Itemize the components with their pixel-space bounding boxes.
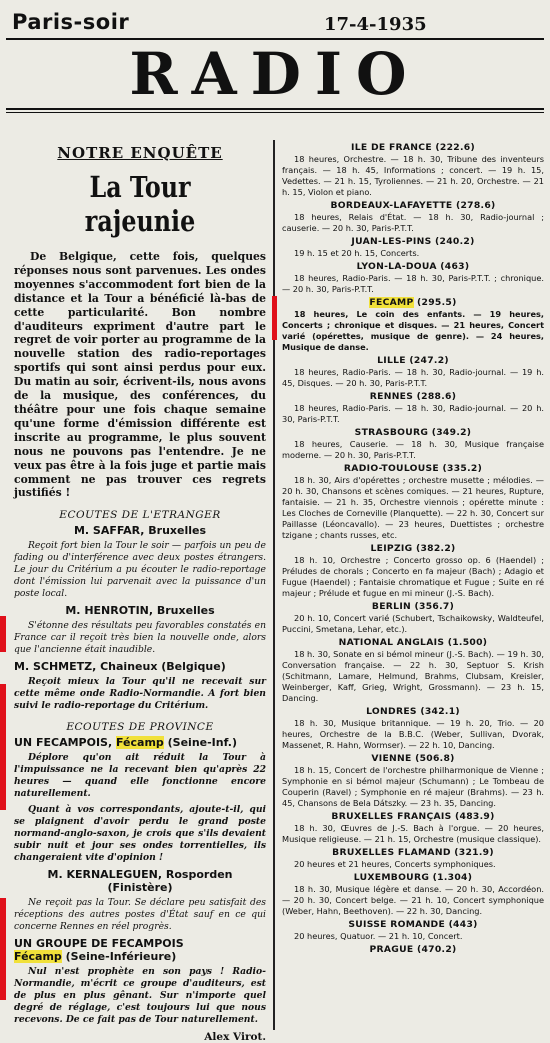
station-program: 20 heures et 21 heures, Concerts symphoniques.: [294, 859, 496, 869]
letter-text: Reçoit mieux la Tour qu'il ne recevait sur cette même onde Radio-Normandie. A fort bien suivi le radio-reportage du Critérium.: [14, 676, 266, 712]
letter-text: Déplore qu'on ait réduit la Tour à l'impuissance ne la recevant bien qu'après 22 heures — quand elle fonctionne encore naturellement.: [14, 752, 266, 800]
annotation-bar: [0, 616, 6, 652]
section-heading-abroad: ECOUTES DE L'ETRANGER: [59, 509, 221, 522]
highlight-fecamp: FECAMP: [369, 297, 414, 308]
letter-text: Nul n'est prophète en son pays ! Radio-Normandie, m'écrit ce groupe d'auditeurs, est de plus en plus gênant. Sur n'importe quel degré de réglage, c'est toujours lui que nous recevons. De ce fait pas de Tour naturellement.: [14, 966, 266, 1026]
letter-text: Quant à vos correspondants, ajoute-t-il, qui se plaignent d'avoir perdu le grand poste normand-anglo-saxon, je crois que s'ils devaient subir nuit et jour ses ondes torrentielles, ils changeraient vite d'opinion !: [14, 804, 266, 864]
station-program: 18 h. 15, Concert de l'orchestre philharmonique de Vienne ; Symphonie en si bémol majeur (Schumann) ; Le Tombeau de Couperin (Ravel) ; Symphonie en ré majeur (Brahms). — 23 h. 45, Chansons de Bela Dátszky. — 23 h. 35, Dancing.: [282, 765, 544, 808]
station-name: SUISSE ROMANDE (443): [348, 919, 478, 930]
station-program: 20 h. 10, Concert varié (Schubert, Tschaikowsky, Waldteufel, Puccini, Smetana, Lehar, etc.).: [282, 613, 544, 634]
author-region: (Seine-Inférieure): [65, 950, 177, 964]
letter-text: Ne reçoit pas la Tour. Se déclare peu satisfait des réceptions des autres postes d'État sauf en ce qui concerne Rennes en réel progrès.: [14, 897, 266, 933]
station-name: RADIO-TOULOUSE (335.2): [343, 463, 483, 474]
station-name: RENNES (288.6): [369, 391, 457, 402]
station-name: LUXEMBOURG (1.304): [353, 872, 473, 883]
letter-author: UN GROUPE DE FECAMPOIS: [14, 937, 184, 951]
annotation-bar: [0, 684, 6, 810]
station-name: [282, 297, 544, 308]
section-banner: RADIO: [129, 40, 421, 108]
station-name: STRASBOURG (349.2): [354, 427, 472, 438]
article-kicker: NOTRE ENQUÊTE: [57, 144, 223, 162]
banner-rule-top: [6, 108, 544, 110]
station-name: VIENNE (506.8): [371, 753, 455, 764]
letter-author-region: [14, 950, 266, 963]
station-program: 18 heures, Radio-Paris. — 18 h. 30, Radio-journal. — 20 h. 30, Paris-P.T.T.: [282, 403, 544, 424]
station-name: NATIONAL ANGLAIS (1.500): [338, 637, 488, 648]
annotation-bar: [0, 898, 6, 1000]
letter-text: S'étonne des résultats peu favorables constatés en France car il reçoit très bien la nouvelle onde, alors que l'ancienne était inaudible.: [14, 620, 266, 656]
station-program: 18 h. 30, Airs d'opérettes ; orchestre musette ; mélodies. — 20 h. 30, Chansons et scènes comiques. — 21 heures, Rupture, fantaisie. — 21 h. 35, Orchestre viennois ; opérette minute : Les Cloches de Corneville (Planquette). — 22 h. 30, Concert sur Paillasse (Léoncavallo). — 23 heures, Duettistes ; orchestre tzigane ; chants russes, etc.: [282, 475, 544, 540]
station-program: 18 heures, Le coin des enfants. — 19 heures, Concerts ; chronique et disques. — 21 heures, Concert varié (opérettes, musique de genre). — 24 heures, Musique de danse.: [282, 309, 544, 352]
station-name: LYON-LA-DOUA (463): [356, 261, 470, 272]
issue-date: 17-4-1935: [324, 14, 427, 35]
letter-author: M. SCHMETZ, Chaineux (Belgique): [14, 660, 226, 674]
station-program: 18 h. 10, Orchestre ; Concerto grosso op. 6 (Haendel) ; Préludes de chorals ; Concerto en fa majeur (Bach) ; Adagio et Fugue (Haendel) ; Fantaisie chromatique et Fugue ; Suite en ré majeur ; Prélude et fugue en mi mineur (J.-S. Bach).: [282, 555, 544, 598]
station-name: BRUXELLES FLAMAND (321.9): [332, 847, 494, 858]
column-divider: [273, 140, 275, 1030]
letter-author: M. SAFFAR, Bruxelles: [73, 524, 207, 538]
station-program: 18 heures, Causerie. — 18 h. 30, Musique française moderne. — 20 h. 30, Paris-P.T.T.: [282, 439, 544, 460]
letter-author: M. HENROTIN, Bruxelles: [65, 604, 215, 618]
station-wavelength: (295.5): [417, 297, 457, 308]
station-name: BORDEAUX-LAFAYETTE (278.6): [330, 200, 496, 211]
banner-rule-bottom: [6, 112, 544, 113]
station-program: 18 h. 30, Œuvres de J.-S. Bach à l'orgue. — 20 heures, Musique religieuse. — 21 h. 15, Orchestre (musique classique).: [282, 823, 544, 844]
programs-column: [282, 140, 544, 956]
station-program: 18 h. 30, Musique britannique. — 19 h. 20, Trio. — 20 heures, Orchestre de la B.B.C. (Weber, Sullivan, Dvorak, Massenet, R. Hahn, Wormser). — 22 h. 10, Dancing.: [282, 718, 544, 750]
letter-text: Reçoit fort bien la Tour le soir — parfois un peu de fading ou d'interférence avec deux postes étrangers. Le jour du Critérium a pu écouter le radio-reportage dont l'émission lui parvenait avec la puissance d'un poste local.: [14, 540, 266, 600]
station-program: 18 heures, Radio-Paris. — 18 h. 30, Radio-journal. — 19 h. 45, Disques. — 20 h. 30, Paris-P.T.T.: [282, 367, 544, 388]
article-column: [14, 140, 266, 1043]
letter-author: M. KERNALEGUEN, Rosporden: [47, 868, 233, 882]
station-name: ILE DE FRANCE (222.6): [351, 142, 475, 153]
section-heading-province: ECOUTES DE PROVINCE: [66, 721, 214, 734]
station-program: 18 h. 30, Musique légère et danse. — 20 h. 30, Accordéon. — 20 h. 30, Concert belge. — 21 h. 10, Concert symphonique (Weber, Hahn, Beethoven). — 22 h. 30, Dancing.: [282, 884, 544, 916]
station-name: LONDRES (342.1): [366, 706, 460, 717]
article-lead: De Belgique, cette fois, quelques réponses nous sont parvenues. Les ondes moyennes s'accommodent fort bien de la distance et la Tour a bénéficié là-bas de cette particularité. Bon nombre d'auditeurs expriment d'autre part le regret de voir porter au programme de la nouvelle station des radio-reportages sportifs qui sont ainsi perdus pour eux. Du matin au soir, écrivent-ils, nous avons de la musique, des conférences, du théâtre pour une fois chaque semaine qu'une forme d'émission différente est inscrite au programme, le plus souvent nous ne pouvons pas l'entendre. Je ne veux pas être à la fois juge et partie mais comment ne pas trouver ces regrets justifiés !: [14, 250, 266, 500]
station-name: LILLE (247.2): [377, 355, 449, 366]
article-signature: Alex Virot.: [204, 1031, 266, 1043]
highlight-fecamp: Fécamp: [115, 736, 164, 750]
author-region: (Seine-Inf.): [167, 736, 237, 750]
station-program: 18 heures, Radio-Paris. — 18 h. 30, Paris-P.T.T. ; chronique. — 20 h. 30, Paris-P.T.T.: [282, 273, 544, 294]
station-program: 20 heures, Quatuor. — 21 h. 10, Concert.: [294, 931, 463, 941]
highlight-fecamp: Fécamp: [14, 950, 62, 964]
station-program: 18 heures, Orchestre. — 18 h. 30, Tribune des inventeurs français. — 18 h. 45, Informations ; concert. — 19 h. 15, Vedettes. — 21 h. 15, Tyroliennes. — 21 h. 20, Orchestre. — 21 h. 15, Violon et piano.: [282, 154, 544, 197]
station-program: 19 h. 15 et 20 h. 15, Concerts.: [294, 248, 420, 258]
annotation-bar: [272, 296, 277, 340]
letter-author: [14, 736, 266, 749]
station-program: 18 heures, Relais d'État. — 18 h. 30, Radio-journal ; causerie. — 20 h. 30, Paris-P.T.T.: [282, 212, 544, 233]
author-name: UN FECAMPOIS,: [14, 736, 113, 750]
station-program: 18 h. 30, Sonate en si bémol mineur (J.-S. Bach). — 19 h. 30, Conversation française. — 22 h. 30, Septuor S. Krish (Schitmann, Lamare, Helmund, Brahms, Clubsam, Kreisler, Weinberger, Kaff, Grieg, Wright, Grossmann). — 23 h. 15, Dancing.: [282, 649, 544, 703]
article-headline: La Tour rajeunie: [84, 170, 196, 238]
station-name: PRAGUE (470.2): [369, 944, 457, 955]
station-name: LEIPZIG (382.2): [370, 543, 456, 554]
letter-author-region: (Finistère): [107, 881, 173, 895]
station-name: BRUXELLES FRANÇAIS (483.9): [331, 811, 495, 822]
station-name: BERLIN (356.7): [371, 601, 455, 612]
station-name: JUAN-LES-PINS (240.2): [351, 236, 475, 247]
newspaper-name: Paris-soir: [12, 10, 130, 34]
masthead: [6, 4, 544, 38]
